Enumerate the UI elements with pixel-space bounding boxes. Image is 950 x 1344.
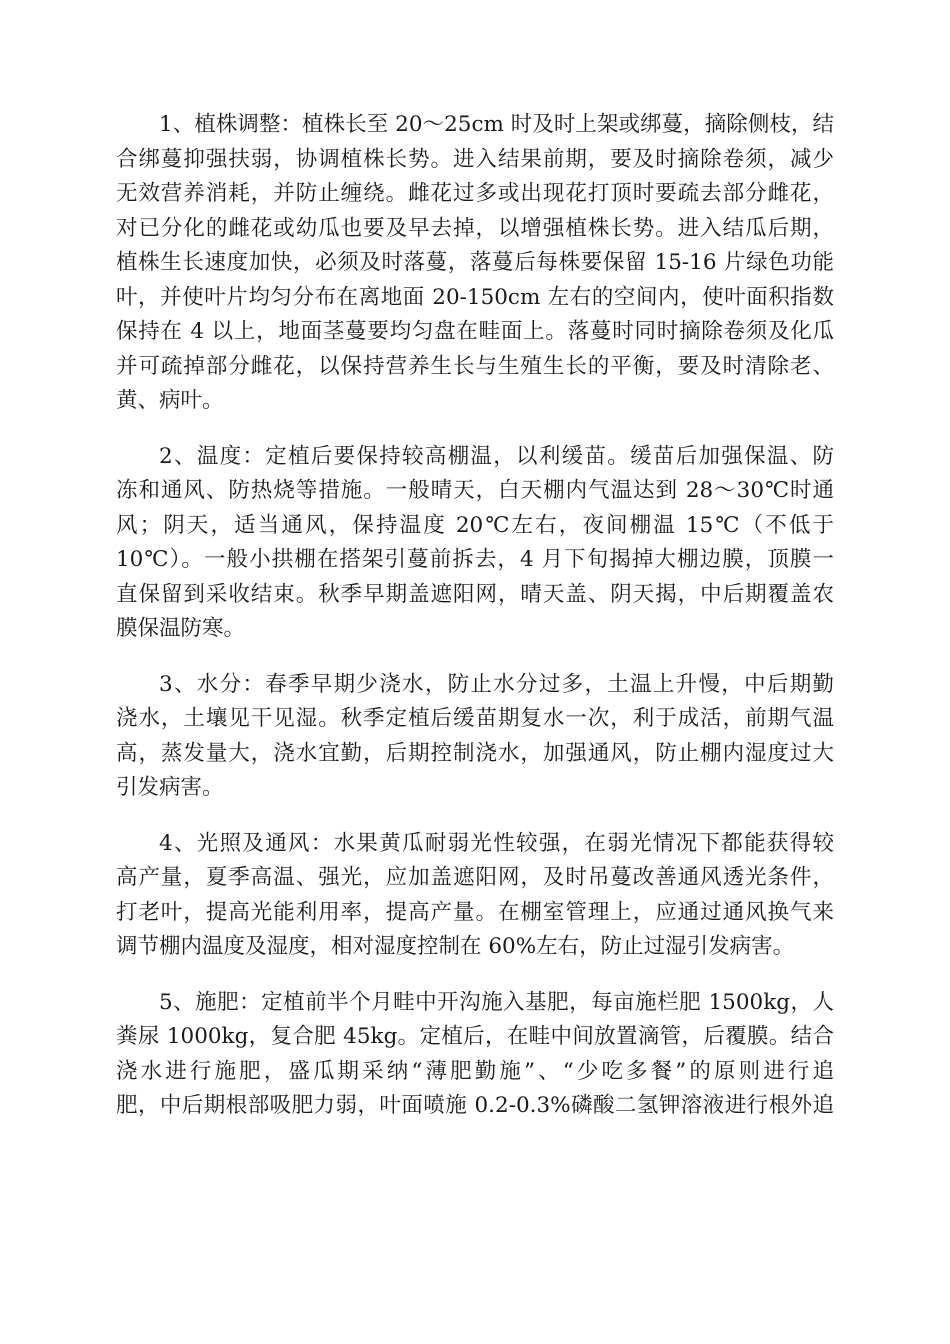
text-line: 3、水分：春季早期少浇水，防止水分过多，土温上升慢，中后期勤 — [159, 671, 834, 697]
paragraph-light-ventilation — [116, 827, 834, 965]
text-line: 无效营养消耗，并防止缠绕。雌花过多或出现花打顶时要疏去部分雌花， — [116, 181, 834, 206]
text-line: 10℃）。一般小拱棚在搭架引蔓前拆去，4 月下旬揭掉大棚边膜，顶膜一 — [116, 547, 834, 572]
text-line: 直保留到采收结束。秋季早期盖遮阳网，晴天盖、阴天揭，中后期覆盖农 — [116, 581, 834, 607]
text-line: 冻和通风、防热烧等措施。一般晴天，白天棚内气温达到 28～30℃时通 — [116, 478, 834, 503]
text-line: 2、温度：定植后要保持较高棚温，以利缓苗。缓苗后加强保温、防 — [159, 443, 834, 469]
text-line: 浇水，土壤见干见湿。秋季定植后缓苗期复水一次，利于成活，前期气温 — [116, 706, 834, 731]
text-line: 保持在 4 以上，地面茎蔓要均匀盘在畦面上。落蔓时同时摘除卷须及化瓜 — [116, 319, 834, 344]
text-line: 风；阴天，适当通风，保持温度 20℃左右，夜间棚温 15℃（不低于 — [116, 512, 834, 538]
paragraph-water — [116, 668, 834, 806]
text-line: 肥，中后期根部吸肥力弱，叶面喷施 0.2-0.3%磷酸二氢钾溶液进行根外追 — [116, 1093, 834, 1118]
document-body — [116, 108, 834, 1145]
text-line: 调节棚内温度及湿度，相对湿度控制在 60%左右，防止过湿引发病害。 — [116, 934, 795, 959]
paragraph-temperature — [116, 440, 834, 647]
paragraph-fertilization — [116, 986, 834, 1124]
text-line: 引发病害。 — [116, 775, 224, 800]
text-line: 粪尿 1000kg，复合肥 45kg。定植后，在畦中间放置滴管，后覆膜。结合 — [116, 1024, 834, 1049]
text-line: 高，蒸发量大，浇水宜勤，后期控制浇水，加强通风，防止棚内湿度过大 — [116, 740, 834, 766]
text-line: 5、施肥：定植前半个月畦中开沟施入基肥，每亩施栏肥 1500kg，人 — [159, 989, 834, 1015]
text-line: 打老叶，提高光能利用率，提高产量。在棚室管理上，应通过通风换气来 — [116, 899, 834, 925]
text-line: 浇水进行施肥，盛瓜期采纳“薄肥勤施”、“少吃多餐”的原则进行追 — [116, 1058, 834, 1084]
text-line: 膜保温防寒。 — [116, 616, 246, 641]
text-line: 植株生长速度加快，必须及时落蔓，落蔓后每株要保留 15-16 片绿色功能 — [116, 250, 834, 275]
text-line: 合绑蔓抑强扶弱，协调植株长势。进入结果前期，要及时摘除卷须，减少 — [116, 146, 834, 172]
text-line: 黄、病叶。 — [116, 388, 224, 413]
text-line: 4、光照及通风：水果黄瓜耐弱光性较强，在弱光情况下都能获得较 — [159, 830, 834, 856]
text-line: 高产量，夏季高温、强光，应加盖遮阳网，及时吊蔓改善通风透光条件， — [116, 865, 834, 890]
text-line: 对已分化的雌花或幼瓜也要及早去掉，以增强植株长势。进入结瓜后期， — [116, 215, 834, 241]
text-line: 1、植株调整：植株长至 20～25cm 时及时上架或绑蔓，摘除侧枝，结 — [159, 112, 834, 137]
paragraph-plant-adjustment — [116, 108, 834, 419]
text-line: 叶，并使叶片均匀分布在离地面 20-150cm 左右的空间内，使叶面积指数 — [116, 284, 834, 310]
text-line: 并可疏掉部分雌花，以保持营养生长与生殖生长的平衡，要及时清除老、 — [116, 353, 834, 379]
